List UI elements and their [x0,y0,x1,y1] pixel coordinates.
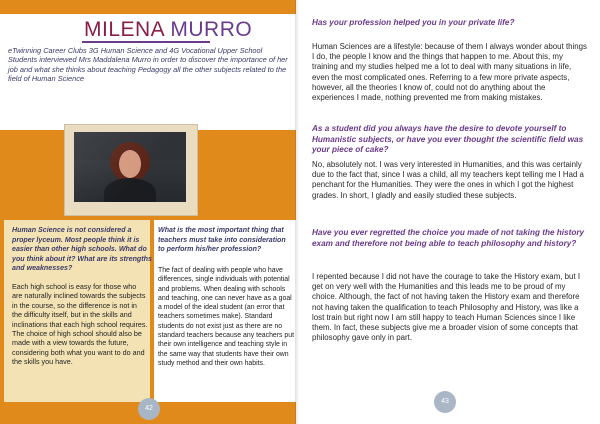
interviewee-photo [74,132,186,202]
article-title [84,18,252,42]
question-humanistic: As a student did you always have the desire to devote yourself to Humanistic subjects, or have you ever thought the scientific field was your piece of cake? [312,124,584,155]
question-private-life: Has your profession helped you in your private life? [312,18,515,27]
answer-humanistic: No, absolutely not. I was very interested in Humanities, and this was certainly due to the fact that, since I was a child, all my teachers kept telling me I Had a penchant for the Humanities. They were the ones in which I got the highest grades. In short, I gladly and easily studied these subjects. [312,160,584,200]
answer-history-exam: I repented because I did not have the courage to take the History exam, but I get on very well with the Humanities and this leads me to be proud of my choice. Although, the fact of not having taken the History exam and therefore not having taken the qualification to teach Philosophy and History, was like a lost train but right now I am still happy to teach Human Sciences since I like them. In fact, these subjects give me a broader vision of some concepts that philosophy gave only in part. [312,272,581,343]
answer-strengths: Each high school is easy for those who are naturally inclined towards the subjects in the course, so the difference is not in the difficulty itself, but in the skills and inclinations that each high school requires. The choice of high school should also be made with a view towards the future, considering both what you want to do and the skills you have. [12,282,148,367]
title-first-name: MILENA [84,18,165,41]
question-history-exam: Have you ever regretted the choice you made of not taking the history exam and therefore not being able to teach philosophy and history? [312,228,585,248]
question-teachers: What is the most important thing that teachers must take into consideration to perform his/her profession? [158,226,286,254]
book-spine [295,0,299,424]
page-number-left: 42 [138,398,160,420]
title-last-name: MURRO [170,18,253,41]
question-strengths: Human Science is not considered a proper lyceum. Most people think it is easier than other high schools. What do you think about it? What are its strengths and weaknesses? [12,226,152,273]
title-underline [82,41,210,43]
page-number-right: 43 [434,391,456,413]
intro-text: eTwinning Career Clubs 3G Human Science and 4G Vocational Upper School Students interviewed Mrs Maddalena Murro in order to discover the importance of her job and what she thinks about teaching Pedagogy all the other subjects related to the field of Human Science [8,46,288,84]
photo-glare [74,132,186,202]
answer-private-life: Human Sciences are a lifestyle: because of them I always wonder about things I do, the people I know and the things that happen to me. About this, my training and my studies helped me a lot to deal with many situations in life, even the most complicated ones. Referring to a few more private aspects, however, all the theories I know of, could not do anything about the experiences I made, nothing prevented me from making mistakes. [312,42,588,103]
answer-teachers: The fact of dealing with people who have differences, single individuals with potential and problems. When dealing with schools and teaching, one can never have as a goal a model of the ideal student (an error that teachers sometimes make). Standard students do not exist just as there are no standard teachers because any teachers put their own intelligence and teaching style in the same way that students have their own study method and their own habits. [158,267,294,367]
